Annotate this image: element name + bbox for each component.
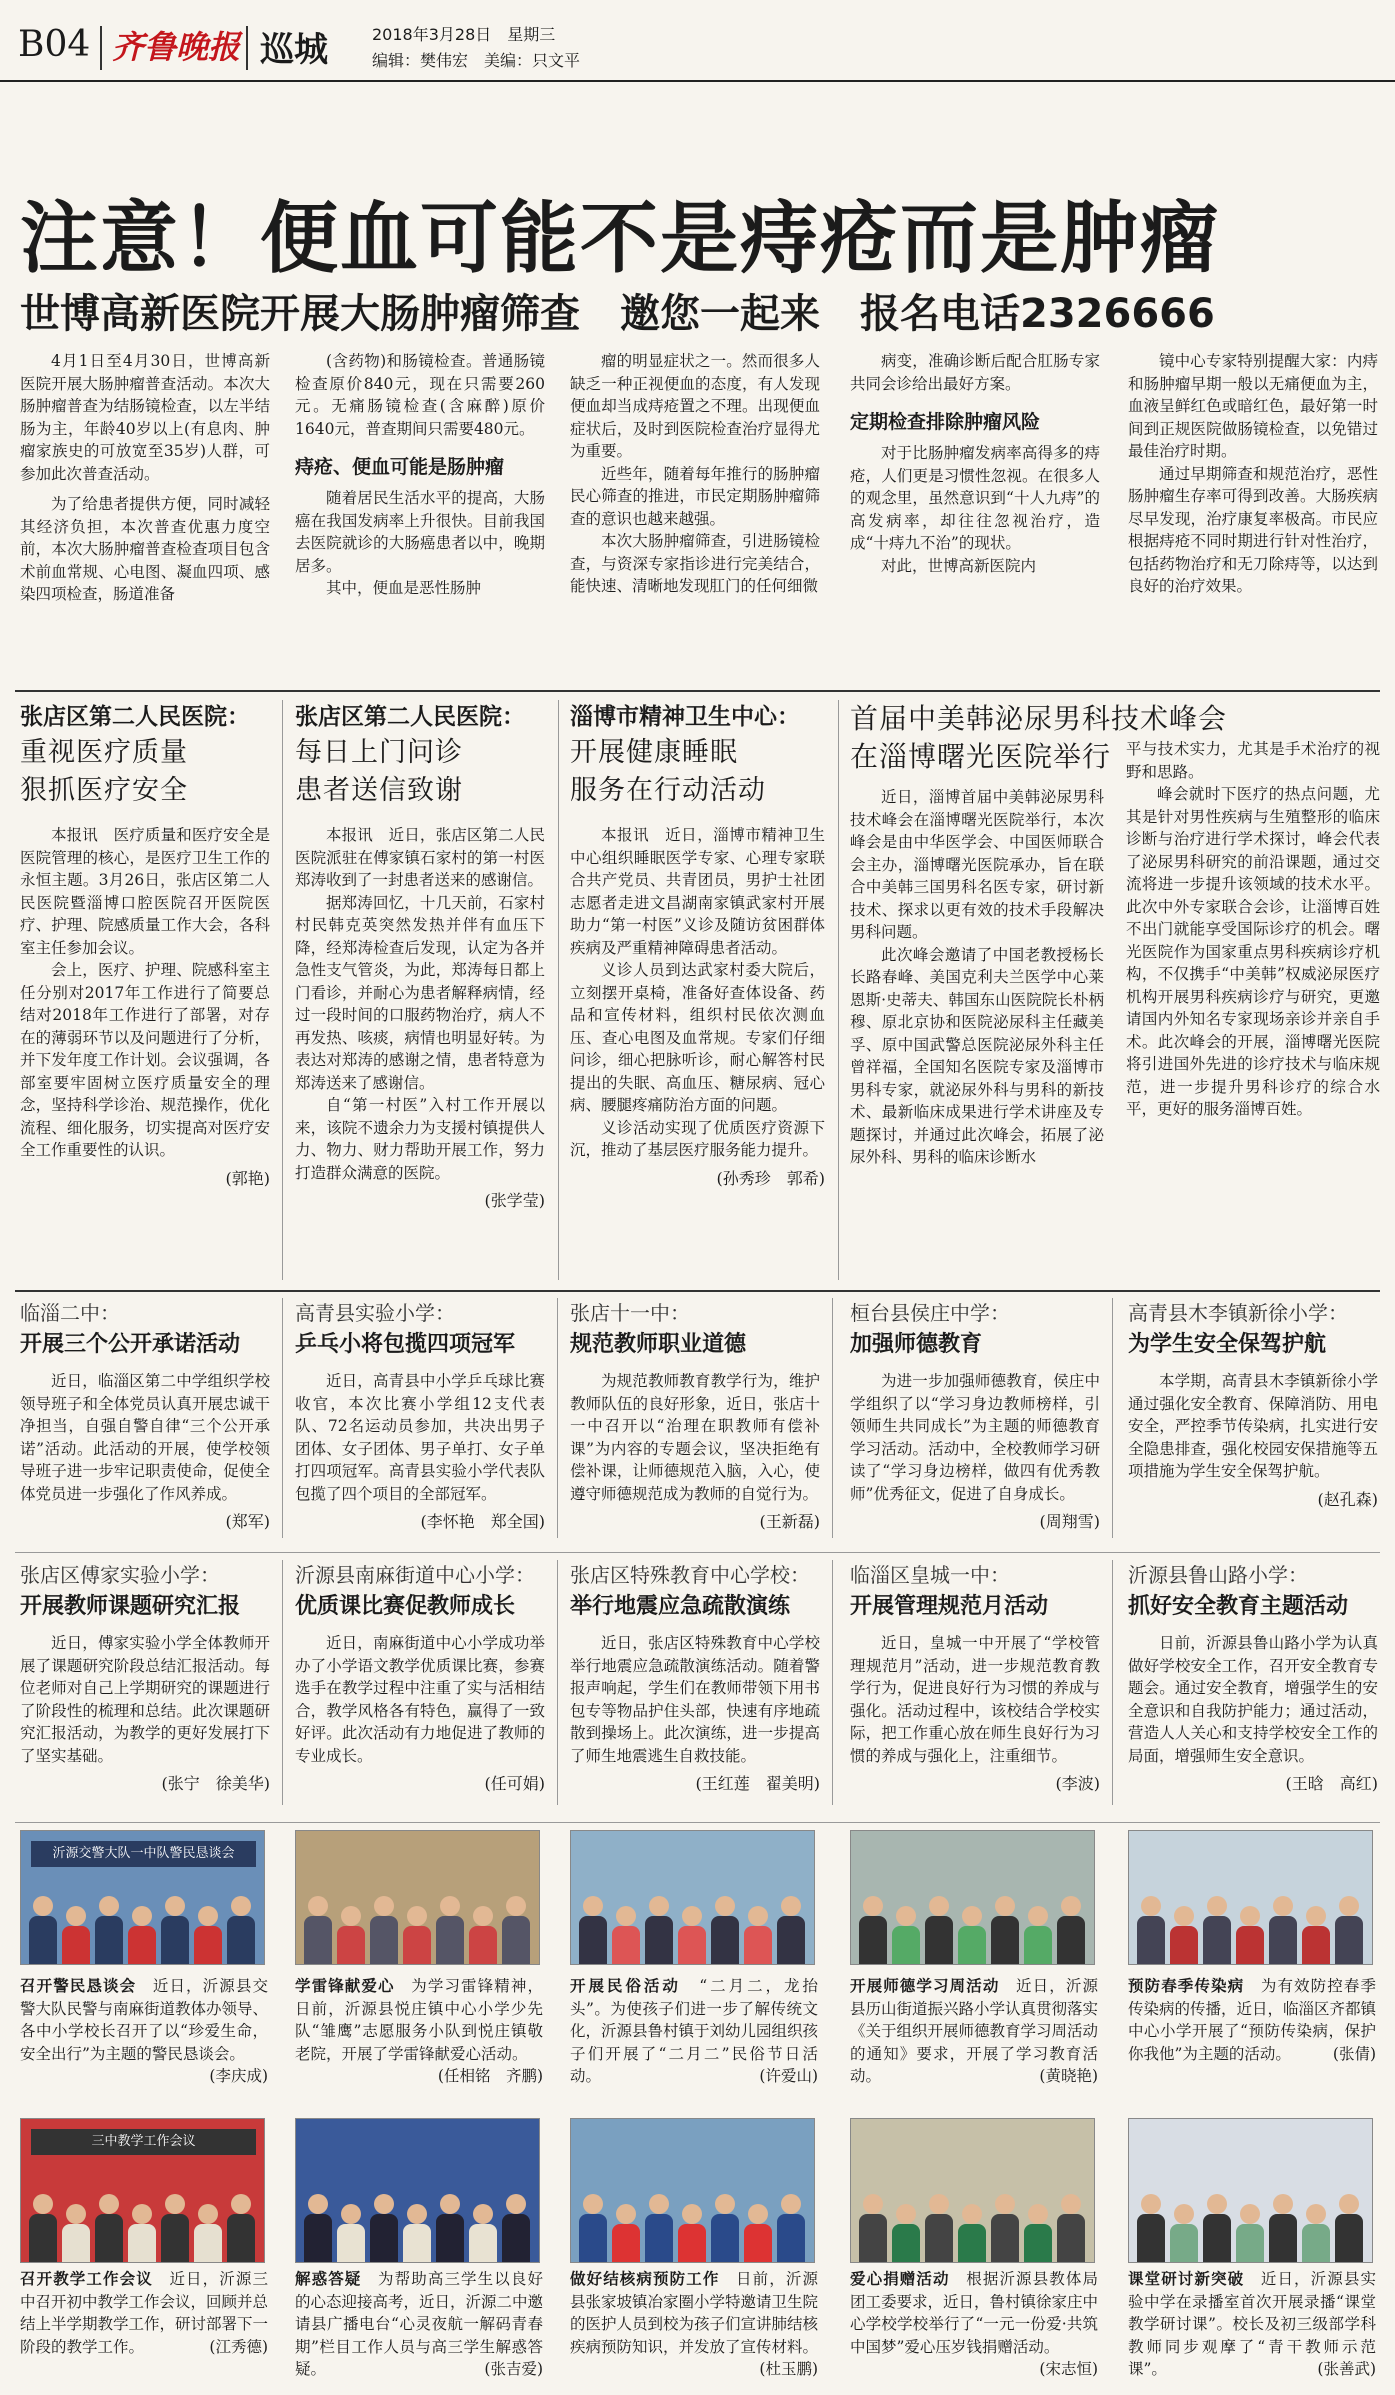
caption-text: 为学习雷锋精神，日前，沂源县悦庄镇中心小学少先队“雏鹰”志愿服务小队到悦庄镇敬老院，开展了学雷锋献爱心活动。	[295, 1977, 543, 2063]
news-photo	[295, 2118, 540, 2263]
paragraph: 近日，傅家实验小学全体教师开展了课题研究阶段总结汇报活动。每位老师对自己上学期研究的课题进行了阶段性的梳理和总结。此次课题研究汇报活动，为教学的更好发展打下了坚实基础。	[20, 1634, 270, 1765]
article-title: 狠抓医疗安全	[20, 775, 188, 806]
byline: (黄晓艳)	[1039, 2067, 1098, 2085]
article-urology-summit	[850, 700, 1380, 1280]
paragraph: 对此，世博高新医院内	[881, 556, 1037, 575]
byline: (李怀艳 郑全国)	[420, 1512, 545, 1531]
divider	[100, 26, 102, 70]
ad-subheading: 定期检查排除肿瘤风险	[850, 411, 1041, 433]
caption-text: 近日，沂源县历山街道振兴路小学认真贯彻落实《关于组织开展师德教育学习周活动的通知》要求，开展了学习教育活动。	[850, 1977, 1098, 2085]
paragraph: 本次大肠肿瘤筛查，引进肠镜检查，与资深专家指诊进行完美结合，能快速、清晰地发现肛门的任何细微	[570, 532, 820, 595]
byline: (任相铭 齐鹏)	[437, 2067, 543, 2085]
brief-title: 乒乓小将包揽四项冠军	[295, 1332, 516, 1357]
paragraph: 据郑涛回忆，十几天前，石家村村民韩克英突然发热并伴有血压下降，经郑涛检查后发现，认定为各并急性支气管炎，为此，郑涛每日都上门看诊，并耐心为患者解释病情，经过一段时间的口服药物治疗，病人不再发热、咳痰，病情也明显好转。为表达对郑涛的感谢之情，患者特意为郑涛送来了感谢信。	[295, 893, 545, 1092]
paragraph: 义诊活动实现了优质医疗资源下沉，推动了基层医疗服务能力提升。	[570, 1118, 825, 1159]
ad-headline: 注意！便血可能不是痔疮而是肿瘤	[20, 194, 1221, 284]
byline: (王新磊)	[759, 1512, 820, 1531]
separator	[832, 1560, 833, 1805]
school-brief	[570, 1298, 820, 1548]
school-brief	[850, 1560, 1100, 1815]
caption-title: 爱心捐赠活动	[850, 2270, 950, 2288]
caption-title: 开展师德学习周活动	[850, 1977, 1000, 1995]
school-name: 临淄二中：	[20, 1301, 120, 1325]
paragraph: 为了给患者提供方便，同时减轻其经济负担，本次普查优惠力度空前，本次大肠肿瘤普查检查项目包含术前血常规、心电图、凝血四项、感染四项检查，肠道准备	[20, 495, 270, 603]
byline: (江秀德)	[209, 2337, 268, 2356]
separator	[557, 1298, 558, 1538]
separator	[838, 700, 839, 1280]
paragraph: 为进一步加强师德教育，侯庄中学组织了以“学习身边教师榜样，引领师生共同成长”为主题的师德教育学习活动。活动中，全校教师学习研读了“学习身边榜样，做四有优秀教师”优秀征文，促进了自身成长。	[850, 1372, 1100, 1503]
separator	[1112, 1560, 1113, 1805]
photo-caption	[1128, 1975, 1376, 2115]
paragraph: 对于比肠肿瘤发病率高得多的痔疮，人们更是习惯性忽视。在很多人的观念里，虽然意识到“十人九痔”的高发病率，却往往忽视治疗，造成“十痔九不治”的现状。	[850, 444, 1100, 552]
byline: (许爱山)	[759, 2067, 818, 2085]
separator	[15, 690, 1380, 692]
byline: (周翔雪)	[1039, 1512, 1100, 1531]
paragraph: 义诊人员到达武家村委大院后，立刻摆开桌椅，准备好查体设备、药品和宣传材料，组织村民依次测血压、查心电图及血常规。专家们仔细问诊，细心把脉听诊，耐心解答村民提出的失眠、高血压、糖尿病、冠心病、腰腿疼痛防治方面的问题。	[570, 961, 825, 1114]
photo-caption	[570, 2268, 818, 2388]
paragraph: 日前，沂源县鲁山路小学为认真做好学校安全工作，召开安全教育专题会。通过安全教育，增强学生的安全意识和自我防护能力；通过活动，营造人人关心和支持学校安全工作的局面，增强师生安全意识。	[1128, 1634, 1378, 1765]
paragraph: 随着居民生活水平的提高，大肠癌在我国发病率上升很快。目前我国去医院就诊的大肠癌患者以中，晚期居多。	[295, 489, 545, 575]
header-rule	[0, 80, 1395, 82]
caption-title: 预防春季传染病	[1128, 1977, 1245, 1995]
news-photo	[20, 1830, 265, 1965]
article-title: 在淄博曙光医院举行	[850, 740, 1112, 773]
school-brief	[20, 1298, 270, 1548]
school-name: 沂源县鲁山路小学：	[1128, 1563, 1308, 1587]
caption-title: 解惑答疑	[295, 2270, 362, 2288]
divider	[246, 26, 248, 70]
article-column	[1126, 738, 1380, 1238]
paragraph: 近日，淄博首届中美韩泌尿男科技术峰会在淄博曙光医院举行，本次峰会是由中华医学会、中国医师联合会主办，淄博曙光医院承办，旨在联合中美韩三国男科名医专家，研讨新技术、探求以更有效的技术手段解决男科问题。	[850, 788, 1104, 941]
article-org: 张店区第二人民医院：	[20, 704, 250, 730]
caption-text: 为帮助高三学生以良好的心态迎接高考，近日，沂源二中邀请县广播电台“心灵夜航一解码青春期”栏目工作人员与高三学生解惑答疑。	[295, 2270, 543, 2378]
caption-title: 开展民俗活动	[570, 1977, 681, 1995]
paragraph: 4月1日至4月30日，世博高新医院开展大肠肿瘤普查活动。本次大肠肿瘤普查为结肠镜检查，以左半结肠为主，年龄40岁以上(有息肉、肿瘤家族史的可放宽至35岁)人群，可参加此次普查活动。	[20, 352, 270, 483]
paragraph: 会上，医疗、护理、院感科室主任分别对2017年工作进行了简要总结对2018年工作进行了部署，对存在的薄弱环节以及问题进行了分析，并下发年度工作计划。会议强调，各部室要牢固树立医疗质量安全的理念，坚持科学诊治、规范操作，优化流程、细化服务，切实提高对医疗安全工作重要性的认识。	[20, 961, 270, 1159]
school-name: 高青县实验小学：	[295, 1301, 455, 1325]
caption-text: 近日，沂源县交警大队民警与南麻街道教体办领导、各中小学校长召开了以“珍爱生命，安全出行”为主题的警民恳谈会。	[20, 1977, 268, 2063]
photo-caption	[1128, 2268, 1376, 2388]
school-brief	[850, 1298, 1100, 1548]
byline: (张吉爱)	[484, 2360, 543, 2378]
article-title: 服务在行动活动	[570, 775, 766, 806]
brief-title: 举行地震应急疏散演练	[570, 1594, 791, 1619]
byline: (张倩)	[1332, 2044, 1376, 2063]
paragraph: 近日，南麻街道中心小学成功举办了小学语文教学优质课比赛，参赛选手在教学过程中注重了实与活相结合，教学风格各有特色，赢得了一致好评。此次活动有力地促进了教师的专业成长。	[295, 1634, 545, 1765]
caption-text: 根据沂源县教体局团工委要求，近日，鲁村镇徐家庄中心学校学校举行了“一元一份爱·共筑中国梦”爱心压岁钱捐赠活动。	[850, 2270, 1098, 2356]
separator	[15, 1290, 1380, 1292]
photo-caption	[850, 1975, 1098, 2115]
byline: (李庆成)	[209, 2067, 268, 2085]
byline: (任可娟)	[484, 1774, 545, 1793]
byline: (孙秀珍 郭希)	[716, 1168, 825, 1188]
brief-title: 优质课比赛促教师成长	[295, 1594, 516, 1619]
byline: (张善武)	[1317, 2360, 1376, 2378]
separator	[557, 1560, 558, 1805]
school-brief	[1128, 1560, 1378, 1815]
brief-title: 规范教师职业道德	[570, 1332, 747, 1357]
byline: (王晗 高红)	[1285, 1774, 1378, 1793]
paragraph: 瘤的明显症状之一。然而很多人缺乏一种正视便血的态度，有人发现便血却当成痔疮置之不理。出现便血症状后，及时到医院检查治疗显得尤为重要。	[570, 352, 820, 460]
caption-title: 召开教学工作会议	[20, 2270, 153, 2288]
caption-title: 召开警民恳谈会	[20, 1977, 137, 1995]
brief-title: 开展教师课题研究汇报	[20, 1594, 241, 1619]
news-photo	[850, 2118, 1095, 2263]
news-photo	[1128, 1830, 1373, 1965]
article-title: 患者送信致谢	[295, 775, 463, 806]
byline: (郑军)	[225, 1512, 270, 1531]
school-name: 张店区特殊教育中心学校：	[570, 1563, 810, 1587]
byline: (李波)	[1055, 1774, 1100, 1793]
separator	[15, 1552, 1380, 1553]
caption-text: 近日，沂源县实验中学在录播室首次开展录播“课堂教学研讨课”。校长及初三级部学科教师同步观摩了“青干教师示范课”。	[1128, 2270, 1376, 2378]
byline: (张宁 徐美华)	[161, 1774, 270, 1793]
editors: 编辑：樊伟宏 美编：只文平	[372, 51, 581, 70]
paragraph: 为规范教师教育教学行为，维护教师队伍的良好形象，近日，张店十一中召开以“治理在职教师有偿补课”为内容的专题会议，坚决拒绝有偿补课，让师德规范入脑，入心，使遵守师德规范成为教师的自觉行为。	[570, 1372, 820, 1503]
caption-text: 近日，沂源三中召开初中教学工作会议，回顾并总结上半学期教学工作，研讨部署下一阶段的教学工作。	[20, 2270, 268, 2356]
school-name: 沂源县南麻街道中心小学：	[295, 1563, 535, 1587]
photo-caption	[295, 1975, 543, 2115]
school-name: 桓台县侯庄中学：	[850, 1301, 1010, 1325]
separator	[1112, 1298, 1113, 1538]
caption-text: “二月二，龙抬头”。为使孩子们进一步了解传统文化，沂源县鲁村镇于刘幼儿园组织孩子们开展了“二月二”民俗节日活动。	[570, 1977, 818, 2085]
separator	[282, 700, 283, 1280]
article-hospital-quality	[20, 700, 270, 1280]
paragraph: 近日，张店区特殊教育中心学校举行地震应急疏散演练活动。随着警报声响起，学生们在教师带领下用书包专等物品护住头部，快速有序地疏散到操场上。此次演练，进一步提高了师生地震逃生自救技能。	[570, 1634, 820, 1765]
ad-subheading: 痔疮、便血可能是肠肿瘤	[295, 456, 505, 478]
news-photo	[570, 1830, 815, 1965]
page-number: B04	[18, 24, 91, 65]
caption-title: 学雷锋献爱心	[295, 1977, 395, 1995]
news-photo	[1128, 2118, 1373, 2263]
paragraph: (含药物)和肠镜检查。普通肠镜检查原价840元，现在只需要260元。无痛肠镜检查(含麻醉)原价1640元，普查期间只需要480元。	[295, 352, 545, 438]
brief-title: 抓好安全教育主题活动	[1128, 1594, 1349, 1619]
paragraph: 病变，准确诊断后配合肛肠专家共同会诊给出最好方案。	[850, 352, 1100, 393]
paragraph: 本报讯 近日，张店区第二人民医院派驻在傅家镇石家村的第一村医郑涛收到了一封患者送来的感谢信。	[295, 826, 545, 889]
article-title: 每日上门问诊	[295, 737, 463, 768]
photo-caption	[295, 2268, 543, 2388]
article-org: 张店区第二人民医院：	[295, 704, 525, 730]
paragraph: 近日，临淄区第二中学组织学校领导班子和全体党员认真开展忠诚干净担当，自强自警自律“三个公开承诺”活动。此活动的开展，使学校领导班子进一步牢记职责使命，促使全体党员进一步强化了作风养成。	[20, 1372, 270, 1503]
photo-caption	[850, 2268, 1098, 2388]
article-title: 首届中美韩泌尿男科技术峰会	[850, 702, 1228, 735]
school-name: 张店十一中：	[570, 1301, 690, 1325]
ad-column-1	[20, 350, 270, 670]
article-columns	[850, 740, 1380, 1280]
paragraph: 通过早期筛查和规范治疗，恶性肠肿瘤生存率可得到改善。大肠疾病尽早发现，治疗康复率极高。市民应根据痔疮不同时期进行针对性治疗，包括药物治疗和无刀除痔等，以达到良好的治疗效果。	[1128, 464, 1378, 595]
section-title: 巡城	[260, 30, 328, 70]
caption-text: 为有效防控春季传染病的传播，近日，临淄区齐都镇中心小学开展了“预防传染病，保护你我他”为主题的活动。	[1128, 1977, 1376, 2063]
paragraph: 镜中心专家特别提醒大家：内痔和肠肿瘤早期一般以无痛便血为主，血液呈鲜红色或暗红色，最好第一时间到正规医院做肠镜检查，以免错过最佳治疗时期。	[1128, 352, 1378, 460]
brief-title: 加强师德教育	[850, 1332, 983, 1357]
article-org: 淄博市精神卫生中心：	[570, 704, 800, 730]
paragraph: 近日，皇城一中开展了“学校管理规范月”活动，进一步规范教育教学行为，促进良好行为习惯的养成与强化。活动过程中，该校结合学校实际，把工作重心放在师生良好行为习惯的养成与强化上，注重细节。	[850, 1634, 1100, 1765]
paragraph: 其中，便血是恶性肠肿	[326, 579, 482, 597]
news-photo	[850, 1830, 1095, 1965]
paragraph: 自“第一村医”入村工作开展以来，该院不遗余力为支援村镇提供人力、物力、财力帮助开展工作，努力打造群众满意的医院。	[295, 1096, 545, 1182]
news-photo	[20, 2118, 265, 2263]
school-name: 高青县木李镇新徐小学：	[1128, 1301, 1348, 1325]
caption-title: 课堂研讨新突破	[1128, 2270, 1245, 2288]
photo-banner: 三中教学工作会议	[31, 2129, 256, 2155]
separator	[558, 700, 559, 1280]
photo-caption	[20, 1975, 268, 2115]
byline: (宋志恒)	[1039, 2360, 1098, 2378]
ad-column-5	[1128, 350, 1378, 670]
newspaper-logo: 齐鲁晚报	[112, 28, 241, 66]
article-title: 重视医疗质量	[20, 737, 188, 768]
ad-column-4	[850, 350, 1100, 670]
brief-title: 开展三个公开承诺活动	[20, 1332, 241, 1357]
paragraph: 平与技术实力，尤其是手术治疗的视野和思路。	[1126, 740, 1380, 781]
school-name: 张店区傅家实验小学：	[20, 1563, 220, 1587]
separator	[282, 1298, 283, 1538]
paragraph: 峰会就时下医疗的热点问题，尤其是针对男性疾病与生殖整形的临床诊断与治疗进行学术探讨，峰会代表了泌尿男科研究的前沿课题，通过交流将进一步提升该领域的技术水平。此次中外专家联合会诊，让淄博百姓不出门就能享受国际诊疗的机会。曙光医院作为国家重点男科疾病诊疗机构，不仅携手“中美韩”权威泌尿医疗机构开展男科疾病诊疗与研究，更邀请国内外知名专家现场亲诊并亲自手术。此次峰会的开展，淄博曙光医院将引进国外先进的诊疗技术与临床规范，进一步提升男科诊疗的综合水平，更好的服务淄博百姓。	[1126, 785, 1380, 1118]
paragraph: 此次峰会邀请了中国老教授杨长长路春峰、美国克利夫兰医学中心莱恩斯·史蒂夫、韩国东山医院院长朴柄穆、原北京协和医院泌尿科主任藏美孚、原中国武警总医院泌尿外科主任曾祥福，全国知名医院专家及淄博市男科专家，就泌尿外科与男科的新技术、最新临床成果进行学术讲座及专题探讨，并通过此次峰会，拓展了泌尿外科、男科的临床诊断水	[850, 945, 1104, 1166]
school-brief	[20, 1560, 270, 1815]
paragraph: 本学期，高青县木李镇新徐小学通过强化安全教育、保障消防、用电安全，严控季节传染病，扎实进行安全隐患排查，强化校园安保措施等五项措施为学生安全保驾护航。	[1128, 1372, 1378, 1480]
ad-column-2	[295, 350, 545, 670]
school-brief	[295, 1298, 545, 1548]
ad-subhead: 世博高新医院开展大肠肿瘤筛查 邀您一起来 报名电话2326666	[20, 291, 1215, 337]
paragraph: 近日，高青县中小学乒乓球比赛收官，本次比赛小学组12支代表队、72名运动员参加，共决出男子团体、女子团体、男子单打、女子单打四项冠军。高青县实验小学代表队包揽了四个项目的全部冠军。	[295, 1372, 545, 1503]
news-photo	[295, 1830, 540, 1965]
school-brief	[295, 1560, 545, 1815]
school-brief	[1128, 1298, 1378, 1548]
photo-caption	[570, 1975, 818, 2115]
article-column	[850, 786, 1104, 1280]
school-name: 临淄区皇城一中：	[850, 1563, 1010, 1587]
ad-column-3	[570, 350, 820, 670]
paragraph: 近些年，随着每年推行的肠肿瘤民心筛查的推进，市民定期肠肿瘤筛查的意识也越来越强。	[570, 464, 820, 528]
byline: (杜玉鹏)	[759, 2360, 818, 2378]
article-title: 开展健康睡眠	[570, 737, 738, 768]
separator	[832, 1298, 833, 1538]
brief-title: 开展管理规范月活动	[850, 1594, 1049, 1619]
paragraph: 本报讯 医疗质量和医疗安全是医院管理的核心，是医疗卫生工作的永恒主题。3月26日，张店区第二人民医院暨淄博口腔医院召开医院医疗、护理、院感质量工作大会，各科室主任参加会议。	[20, 826, 270, 957]
photo-banner: 沂源交警大队一中队警民恳谈会	[31, 1841, 256, 1867]
news-photo	[570, 2118, 815, 2263]
caption-title: 做好结核病预防工作	[570, 2270, 720, 2288]
dateline: 2018年3月28日 星期三	[372, 25, 556, 44]
caption-text: 日前，沂源县张家坡镇冶家圈小学特邀请卫生院的医护人员到校为孩子们宣讲肺结核疾病预防知识，并发放了宣传材料。	[570, 2270, 818, 2356]
separator	[282, 1560, 283, 1805]
article-house-call	[295, 700, 545, 1280]
school-brief	[570, 1560, 820, 1815]
article-sleep-health	[570, 700, 825, 1280]
byline: (张学莹)	[484, 1191, 545, 1210]
byline: (郭艳)	[225, 1168, 270, 1188]
byline: (赵孔森)	[1317, 1489, 1378, 1509]
photo-caption	[20, 2268, 268, 2388]
separator	[15, 1822, 1380, 1823]
brief-title: 为学生安全保驾护航	[1128, 1332, 1327, 1357]
byline: (王红莲 翟美明)	[695, 1774, 820, 1793]
paragraph: 本报讯 近日，淄博市精神卫生中心组织睡眠医学专家、心理专家联合共产党员、共青团员，男护士社团志愿者走进文昌湖南家镇武家村开展助力“第一村医”义诊及随访贫困群体疾病及严重精神障碍患者活动。	[570, 826, 825, 957]
